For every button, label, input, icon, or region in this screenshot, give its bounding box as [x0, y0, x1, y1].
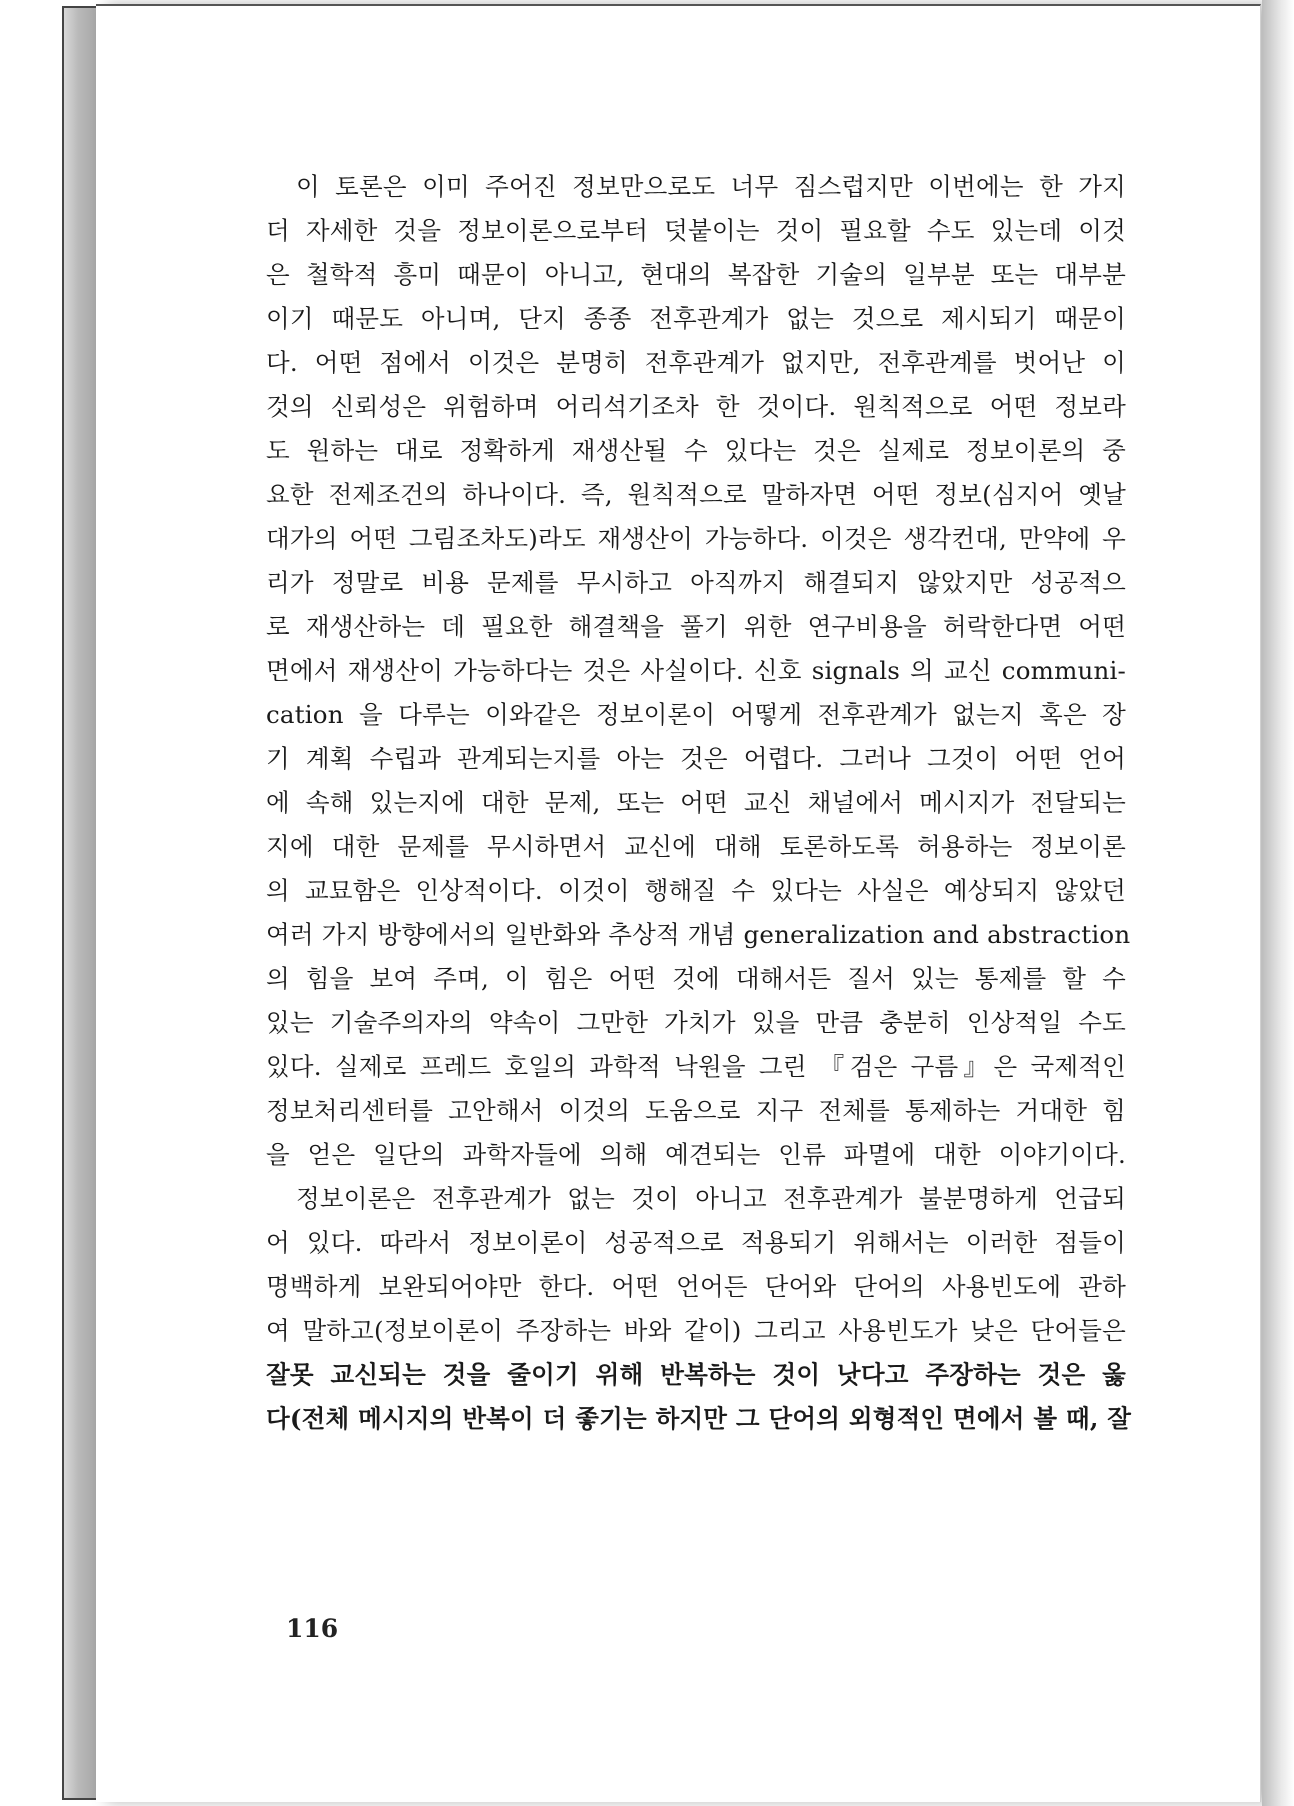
text-line: 에 속해 있는지에 대한 문제, 또는 어떤 교신 채널에서 메시지가 전달되는 — [266, 788, 1126, 817]
text-line: 있다. 실제로 프레드 호일의 과학적 낙원을 그린 『검은 구름』은 국제적인 — [266, 1052, 1126, 1081]
text-line: 더 자세한 것을 정보이론으로부터 덧붙이는 것이 필요할 수도 있는데 이것 — [266, 216, 1126, 245]
text-line: 기 계획 수립과 관계되는지를 아는 것은 어렵다. 그러나 그것이 어떤 언어 — [266, 744, 1126, 773]
text-line: 로 재생산하는 데 필요한 해결책을 풀기 위한 연구비용을 허락한다면 어떤 — [266, 612, 1126, 641]
text-line: 정보이론은 전후관계가 없는 것이 아니고 전후관계가 불분명하게 언급되 — [296, 1184, 1126, 1213]
text-line: 잘못 교신되는 것을 줄이기 위해 반복하는 것이 낫다고 주장하는 것은 옳 — [266, 1360, 1126, 1389]
text-line: 다(전체 메시지의 반복이 더 좋기는 하지만 그 단어의 외형적인 면에서 볼 때, 잘 — [266, 1404, 1132, 1433]
text-line: 다. 어떤 점에서 이것은 분명히 전후관계가 없지만, 전후관계를 벗어난 이 — [266, 348, 1126, 377]
text-line: 을 얻은 일단의 과학자들에 의해 예견되는 인류 파멸에 대한 이야기이다. — [266, 1140, 1126, 1169]
text-line: 여러 가지 방향에서의 일반화와 추상적 개념 generalization and abstraction — [266, 920, 1131, 949]
text-line: 의 교묘함은 인상적이다. 이것이 행해질 수 있다는 사실은 예상되지 않았던 — [266, 876, 1126, 905]
text-line: 어 있다. 따라서 정보이론이 성공적으로 적용되기 위해서는 이러한 점들이 — [266, 1228, 1126, 1257]
text-line: 도 원하는 대로 정확하게 재생산될 수 있다는 것은 실제로 정보이론의 중 — [266, 436, 1126, 465]
text-line: 있는 기술주의자의 약속이 그만한 가치가 있을 만큼 충분히 인상적일 수도 — [266, 1008, 1126, 1037]
text-line: 것의 신뢰성은 위험하며 어리석기조차 한 것이다. 원칙적으로 어떤 정보라 — [266, 392, 1126, 421]
text-line: 은 철학적 흥미 때문이 아니고, 현대의 복잡한 기술의 일부분 또는 대부분 — [266, 260, 1126, 289]
text-line: 요한 전제조건의 하나이다. 즉, 원칙적으로 말하자면 어떤 정보(심지어 옛날 — [266, 480, 1126, 509]
text-line: 면에서 재생산이 가능하다는 것은 사실이다. 신호 signals 의 교신 communi- — [266, 656, 1126, 685]
text-line: 의 힘을 보여 주며, 이 힘은 어떤 것에 대해서든 질서 있는 통제를 할 수 — [266, 964, 1126, 993]
text-line: 여 말하고(정보이론이 주장하는 바와 같이) 그리고 사용빈도가 낮은 단어들은 — [266, 1316, 1126, 1345]
text-line: 리가 정말로 비용 문제를 무시하고 아직까지 해결되지 않았지만 성공적으 — [266, 568, 1126, 597]
text-line: 이기 때문도 아니며, 단지 종종 전후관계가 없는 것으로 제시되기 때문이 — [266, 304, 1126, 333]
text-line: 대가의 어떤 그림조차도)라도 재생산이 가능하다. 이것은 생각컨대, 만약에 우 — [266, 524, 1126, 553]
text-line: 정보처리센터를 고안해서 이것의 도움으로 지구 전체를 통제하는 거대한 힘 — [266, 1096, 1126, 1125]
text-line: 이 토론은 이미 주어진 정보만으로도 너무 짐스럽지만 이번에는 한 가지 — [296, 172, 1126, 201]
text-line: cation 을 다루는 이와같은 정보이론이 어떻게 전후관계가 없는지 혹은 장 — [266, 700, 1126, 729]
text-line: 명백하게 보완되어야만 한다. 어떤 언어든 단어와 단어의 사용빈도에 관하 — [266, 1272, 1126, 1301]
text-line: 지에 대한 문제를 무시하면서 교신에 대해 토론하도록 허용하는 정보이론 — [266, 832, 1126, 861]
page-number: 116 — [286, 1614, 339, 1643]
